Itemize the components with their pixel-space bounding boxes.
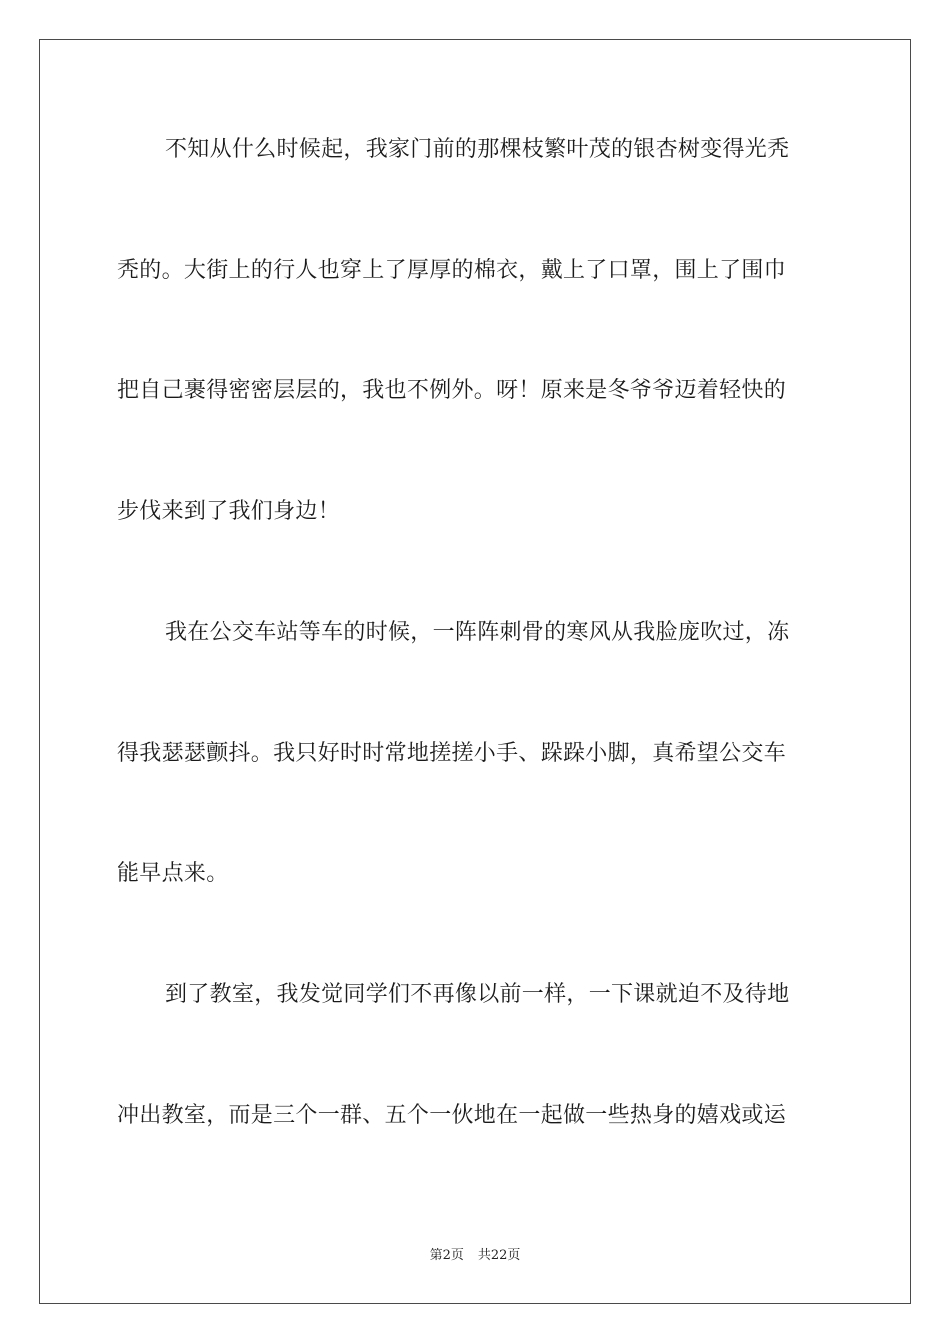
page-total: 共22页	[477, 1248, 521, 1263]
paragraph-2-line-1: 我在公交车站等车的时候，一阵阵刺骨的寒风从我脸庞吹过，冻	[165, 620, 790, 645]
paragraph-3-line-1: 到了教室，我发觉同学们不再像以前一样，一下课就迫不及待地	[165, 982, 790, 1007]
paragraph-1-line-2: 秃的。大街上的行人也穿上了厚厚的棉衣，戴上了口罩，围上了围巾	[117, 258, 787, 283]
paragraph-1-line-3: 把自己裹得密密层层的，我也不例外。呀！原来是冬爷爷迈着轻快的	[117, 378, 787, 403]
paragraph-1-line-1: 不知从什么时候起，我家门前的那棵枝繁叶茂的银杏树变得光秃	[165, 137, 790, 162]
paragraph-1-line-4: 步伐来到了我们身边！	[117, 499, 341, 524]
paragraph-3-line-2: 冲出教室，而是三个一群、五个一伙地在一起做一些热身的嬉戏或运	[117, 1103, 787, 1128]
page-footer	[0, 1247, 950, 1265]
page-number: 第2页	[429, 1248, 464, 1263]
paragraph-2-line-2: 得我瑟瑟颤抖。我只好时时常地搓搓小手、跺跺小脚，真希望公交车	[117, 741, 787, 766]
paragraph-2-line-3: 能早点来。	[117, 861, 229, 886]
